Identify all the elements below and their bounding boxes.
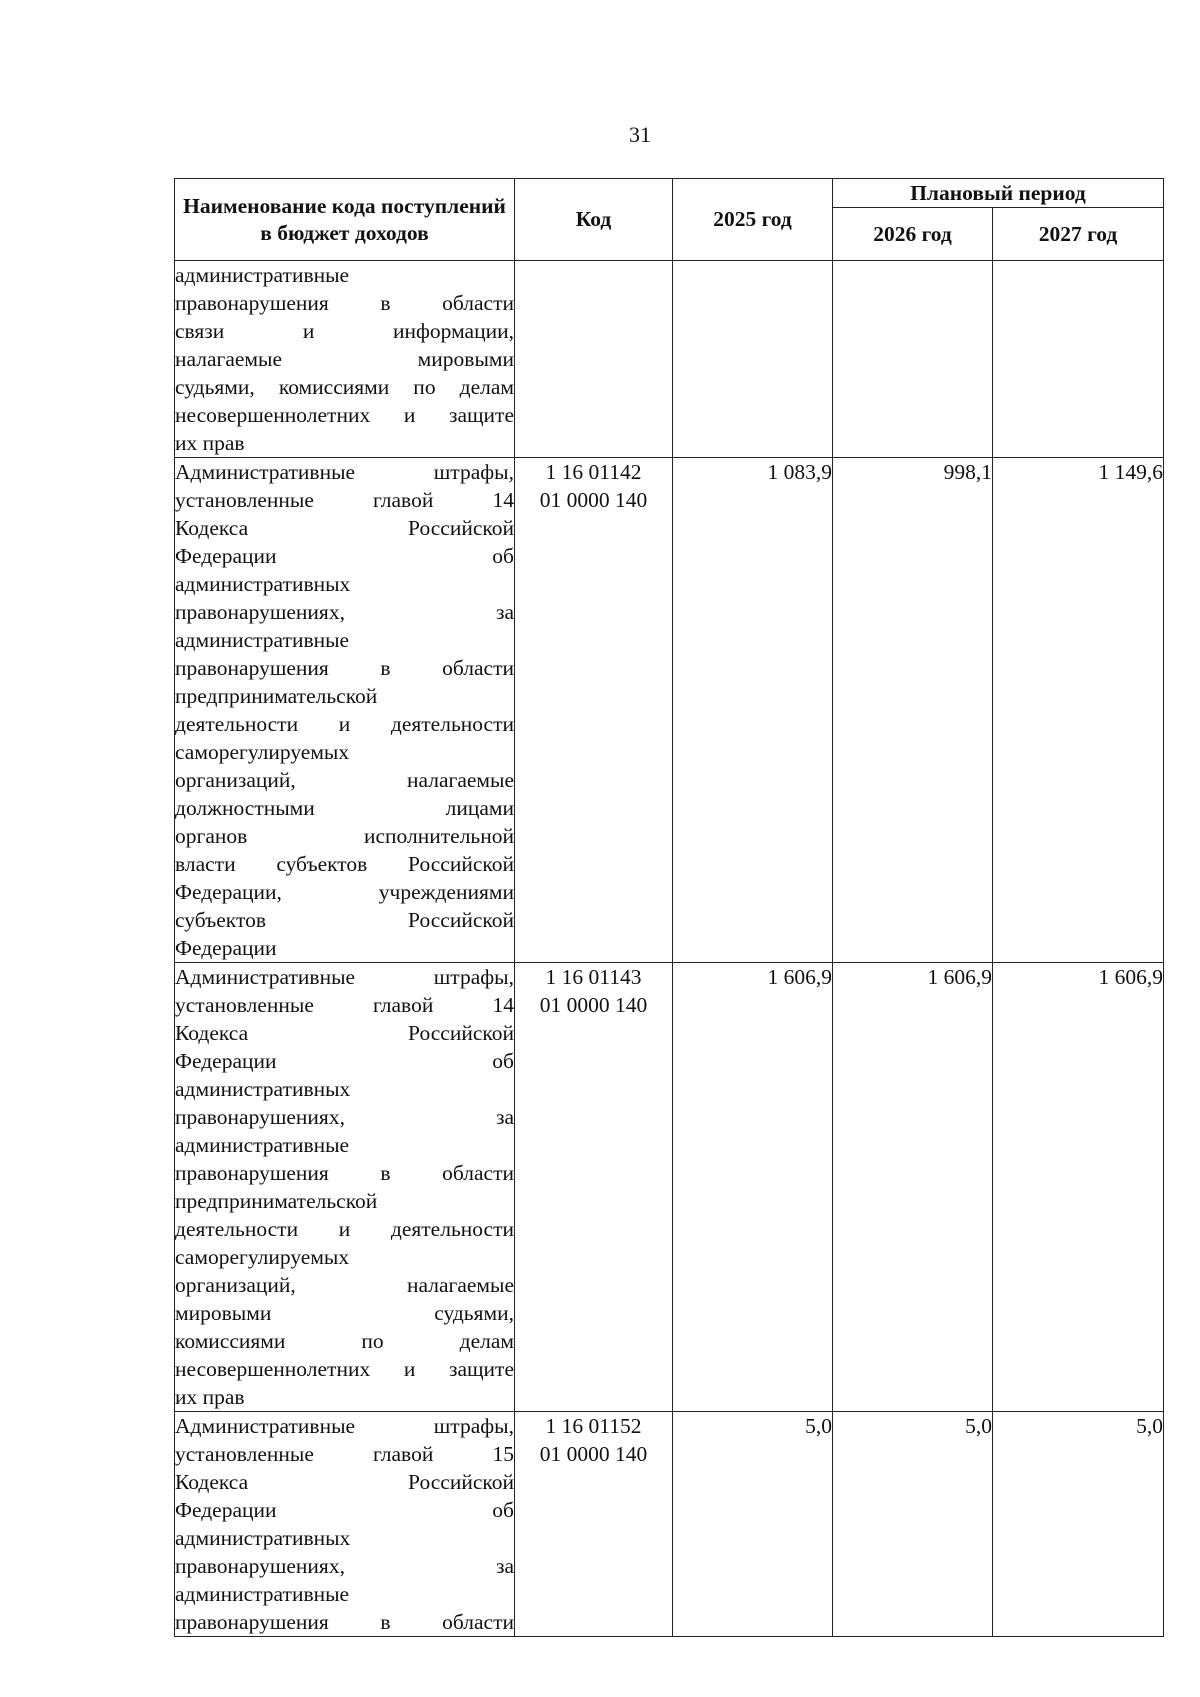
row-name-line: их прав [175,431,245,455]
row-name-line: правонарушениях, за [175,600,514,624]
row-code-part: 01 0000 140 [539,488,648,512]
table-row [175,963,1164,1412]
row-name-line: административных [175,572,351,596]
row-value-y2027 [993,261,1164,458]
row-name-line: несовершеннолетних и защите [175,403,514,427]
row-code-cell [515,963,673,1412]
row-value-y2025: 1 606,9 [673,963,833,1412]
row-name-cell [175,963,515,1412]
row-name-line: Федерации, учреждениями [175,880,514,904]
row-name-line: Административные штрафы, [175,460,514,484]
row-value-y2026: 998,1 [833,458,993,963]
row-code-cell [515,1412,673,1637]
row-name-line: административные [175,1582,350,1606]
header-year-2026: 2026 год [833,208,993,261]
row-value-y2027: 1 606,9 [993,963,1164,1412]
row-name-line: административных [175,1077,351,1101]
row-name-line: правонарушения в области [175,656,514,680]
row-name-line: правонарушения в области [175,1161,514,1185]
row-name-line: правонарушениях, за [175,1554,514,1578]
row-value-y2026 [833,261,993,458]
row-name-line: саморегулируемых [175,740,350,764]
row-value-y2025 [673,261,833,458]
row-name-line: Административные штрафы, [175,1414,514,1438]
header-code: Код [515,179,673,261]
row-code-cell [515,261,673,458]
row-name-line: Кодекса Российской [175,1470,514,1494]
row-name-line: установленные главой 14 [175,488,514,512]
row-value-y2027: 1 149,6 [993,458,1164,963]
row-name-line: административные [175,1133,350,1157]
row-name-line: связи и информации, [175,319,514,343]
header-year-2025: 2025 год [673,179,833,261]
row-value-y2025: 5,0 [673,1412,833,1637]
row-value-y2027: 5,0 [993,1412,1164,1637]
row-name-line: власти субъектов Российской [175,852,514,876]
row-name-cell [175,458,515,963]
row-name-line: Федерации об [175,1049,514,1073]
row-code-part: 01 0000 140 [539,1442,648,1466]
table-row [175,1412,1164,1637]
row-name-line: правонарушения в области [175,1610,514,1634]
row-name-line: административных [175,1526,351,1550]
row-name-line: судьями, комиссиями по делам [175,375,514,399]
row-code-part: 1 16 01143 [545,965,642,989]
row-code-cell [515,458,673,963]
row-name-cell [175,1412,515,1637]
row-name-line: саморегулируемых [175,1245,350,1269]
row-name-line: их прав [175,1385,245,1409]
row-name-line: административные [175,263,350,287]
row-name-line: организаций, налагаемые [175,1273,514,1297]
row-name-line: предпринимательской [175,1189,378,1213]
row-name-line: Кодекса Российской [175,1021,514,1045]
row-code-part: 1 16 01152 [545,1414,642,1438]
row-name-cell [175,261,515,458]
row-name-line: предпринимательской [175,684,378,708]
row-name-line: деятельности и деятельности [175,712,514,736]
table-row [175,261,1164,458]
row-code-part: 1 16 01142 [545,460,642,484]
header-year-2027: 2027 год [993,208,1164,261]
row-name-line: несовершеннолетних и защите [175,1357,514,1381]
row-name-line: налагаемые мировыми [175,347,514,371]
row-name-line: правонарушения в области [175,291,514,315]
page-number: 31 [629,122,651,147]
row-name-line: комиссиями по делам [175,1329,514,1353]
table-body [175,261,1164,1637]
row-name-line: органов исполнительной [175,824,514,848]
row-value-y2026: 1 606,9 [833,963,993,1412]
row-name-line: субъектов Российской [175,908,514,932]
row-name-line: Федерации [175,936,277,960]
row-name-line: Федерации об [175,544,514,568]
row-name-line: правонарушениях, за [175,1105,514,1129]
row-name-line: установленные главой 14 [175,993,514,1017]
row-value-y2025: 1 083,9 [673,458,833,963]
row-name-line: должностными лицами [175,796,514,820]
row-value-y2026: 5,0 [833,1412,993,1637]
header-planned-period: Плановый период [833,179,1164,208]
row-name-line: Федерации об [175,1498,514,1522]
table-row [175,458,1164,963]
row-name-line: деятельности и деятельности [175,1217,514,1241]
row-code-part: 01 0000 140 [539,993,648,1017]
row-name-line: Кодекса Российской [175,516,514,540]
row-name-line: установленные главой 15 [175,1442,514,1466]
revenue-table [174,178,1164,1637]
row-name-line: административные [175,628,350,652]
header-name: Наименование кода поступлений в бюджет доходов [175,179,515,261]
row-name-line: мировыми судьями, [175,1301,514,1325]
row-name-line: организаций, налагаемые [175,768,514,792]
row-name-line: Административные штрафы, [175,965,514,989]
